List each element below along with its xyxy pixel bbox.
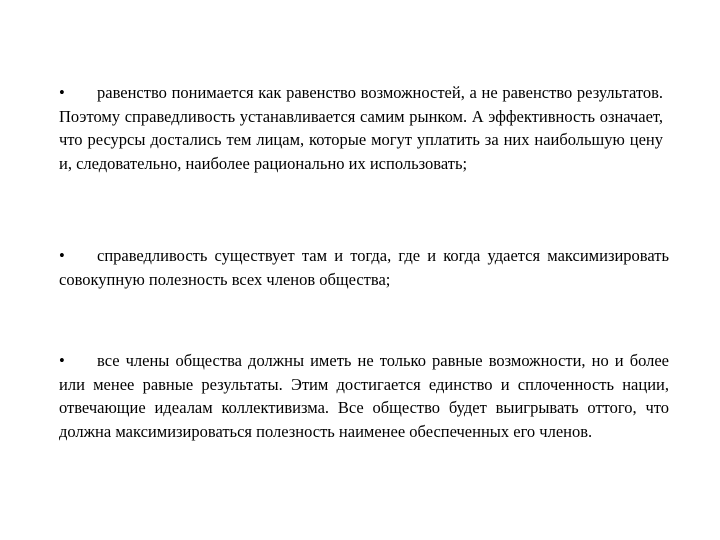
paragraph-text: все члены общества должны иметь не только равные возможности, но и более или менее равные результаты. Этим достигается единство и сплоченность нации, отвечающие идеалам коллективизма. Все общество будет выигрывать оттого, что должна максимизироваться полезность наименее обеспеченных его членов. — [59, 351, 669, 441]
bullet-paragraph-2 — [59, 244, 669, 291]
bullet-icon: • — [59, 83, 65, 102]
paragraph-text: справедливость существует там и тогда, где и когда удается максимизировать совокупную полезность всех членов общества; — [59, 246, 669, 289]
bullet-paragraph-1 — [59, 81, 663, 175]
bullet-paragraph-3 — [59, 349, 669, 443]
bullet-icon: • — [59, 246, 65, 265]
paragraph-text: равенство понимается как равенство возможностей, а не равенство результатов. Поэтому справедливость устанавливается самим рынком. А эффективность означает, что ресурсы достались тем лицам, которые могут уплатить за них наибольшую цену и, следовательно, наиболее рационально их использовать; — [59, 83, 663, 173]
bullet-icon: • — [59, 351, 65, 370]
